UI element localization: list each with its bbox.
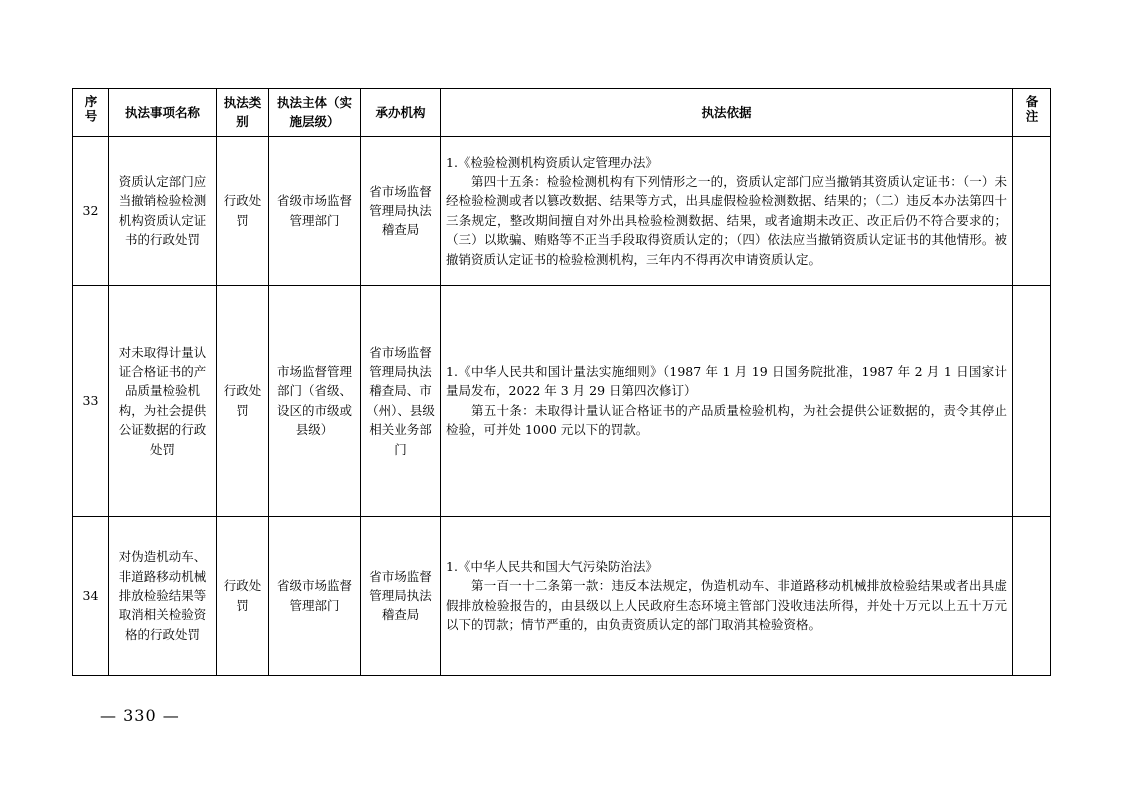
row-item-name: 对未取得计量认证合格证书的产品质量检验机构，为社会提供公证数据的行政处罚 <box>109 285 217 516</box>
column-header-item-name: 执法事项名称 <box>109 89 217 137</box>
column-header-basis: 执法依据 <box>441 89 1013 137</box>
row-remark <box>1013 285 1051 516</box>
row-org: 省市场监督管理局执法稽查局、市（州）、县级相关业务部门 <box>361 285 441 516</box>
row-category: 行政处罚 <box>217 516 269 675</box>
column-header-remark <box>1013 89 1051 137</box>
row-basis-body: 第四十五条：检验检测机构有下列情形之一的，资质认定部门应当撤销其资质认定证书：（一）未经检验检测或者以篡改数据、结果等方式，出具虚假检验检测数据、结果的；（二）违反本办法第四十三条规定，整改期间擅自对外出具检验检测数据、结果，或者逾期未改正、改正后仍不符合要求的；（三）以欺骗、贿赂等不正当手段取得资质认定的；（四）依法应当撤销资质认定证书的其他情形。被撤销资质认定证书的检验检测机构，三年内不得再次申请资质认定。 <box>446 174 1007 267</box>
row-basis-body: 第五十条：未取得计量认证合格证书的产品质量检验机构，为社会提供公证数据的，责令其停止检验，可并处 1000 元以下的罚款。 <box>446 402 1007 438</box>
row-item-name: 资质认定部门应当撤销检验检测机构资质认定证书的行政处罚 <box>109 136 217 285</box>
row-subject: 省级市场监督管理部门 <box>269 136 361 285</box>
row-org: 省市场监督管理局执法稽查局 <box>361 516 441 675</box>
row-basis-title: 1.《中华人民共和国大气污染防治法》 <box>446 559 658 574</box>
row-basis-body: 第一百一十二条第一款：违反本法规定，伪造机动车、非道路移动机械排放检验结果或者出具虚假排放检验报告的，由县级以上人民政府生态环境主管部门没收违法所得，并处十万元以上五十万元以下的罚款；情节严重的，由负责资质认定的部门取消其检验资格。 <box>446 578 1007 633</box>
column-header-category <box>217 89 269 137</box>
row-basis <box>441 516 1013 675</box>
row-basis-title: 1.《检验检测机构资质认定管理办法》 <box>446 154 658 170</box>
table-row <box>73 136 1051 285</box>
row-number: 34 <box>73 516 109 675</box>
row-number: 32 <box>73 136 109 285</box>
row-item-name: 对伪造机动车、非道路移动机械排放检验结果等取消相关检验资格的行政处罚 <box>109 516 217 675</box>
row-category: 行政处罚 <box>217 136 269 285</box>
column-header-org: 承办机构 <box>361 89 441 137</box>
column-header-no-label: 序号 <box>83 95 98 125</box>
table-row <box>73 516 1051 675</box>
column-header-subject: 执法主体（实施层级） <box>269 89 361 137</box>
row-basis-title: 1.《中华人民共和国计量法实施细则》（1987 年 1 月 19 日国务院批准，1987 年 2 月 1 日国家计量局发布，2022 年 3 月 29 日第四次修订） <box>446 364 1007 399</box>
row-basis <box>441 136 1013 285</box>
row-org: 省市场监督管理局执法稽查局 <box>361 136 441 285</box>
column-header-remark-label: 备注 <box>1024 95 1039 125</box>
row-remark <box>1013 136 1051 285</box>
row-number: 33 <box>73 285 109 516</box>
table-row <box>73 285 1051 516</box>
table-header-row <box>73 89 1051 137</box>
row-basis <box>441 285 1013 516</box>
row-remark <box>1013 516 1051 675</box>
column-header-no <box>73 89 109 137</box>
row-category: 行政处罚 <box>217 285 269 516</box>
enforcement-items-table <box>72 88 1051 676</box>
row-subject: 市场监督管理部门（省级、设区的市级或县级） <box>269 285 361 516</box>
column-header-category-label: 执法类别 <box>223 95 262 130</box>
page-footer: — 330 — <box>100 706 180 725</box>
row-subject: 省级市场监督管理部门 <box>269 516 361 675</box>
